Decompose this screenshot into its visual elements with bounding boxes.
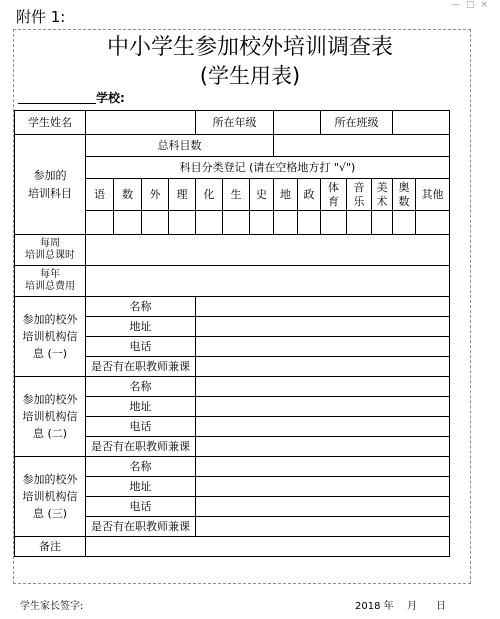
subject-cell: 数 bbox=[114, 179, 142, 211]
institution-name-field[interactable] bbox=[196, 297, 450, 317]
institution-teacher-label: 是否有在职教师兼课 bbox=[86, 517, 196, 537]
remarks-label: 备注 bbox=[15, 537, 86, 557]
institution-phone-label: 电话 bbox=[86, 337, 196, 357]
school-name-blank[interactable] bbox=[18, 91, 96, 104]
subject-cell: 体 育 bbox=[321, 179, 347, 211]
weekly-hours-label: 每周 培训总课时 bbox=[15, 235, 86, 266]
institution-address-field[interactable] bbox=[196, 317, 450, 337]
restore-icon[interactable]: □ bbox=[465, 0, 481, 10]
form-title: 中小学生参加校外培训调查表 bbox=[106, 35, 393, 60]
institution-2-label bbox=[15, 377, 86, 457]
subject-check-cell[interactable] bbox=[274, 211, 298, 235]
subject-check-cell[interactable] bbox=[223, 211, 250, 235]
subject-check-cell[interactable] bbox=[372, 211, 393, 235]
subject-check-cell[interactable] bbox=[86, 211, 114, 235]
institution-1-label bbox=[15, 297, 86, 377]
institution-name-field[interactable] bbox=[196, 377, 450, 397]
institution-teacher-field[interactable] bbox=[196, 357, 450, 377]
window-corner-icons bbox=[451, 0, 494, 10]
subject-cell: 其他 bbox=[416, 179, 450, 211]
subject-check-cell[interactable] bbox=[169, 211, 196, 235]
subject-cell: 史 bbox=[250, 179, 274, 211]
subject-check-cell[interactable] bbox=[196, 211, 223, 235]
footer-year: 2018 年 bbox=[355, 601, 394, 612]
institution-address-field[interactable] bbox=[196, 397, 450, 417]
survey-table bbox=[14, 110, 450, 557]
subject-check-cell[interactable] bbox=[142, 211, 169, 235]
subject-cell: 音 乐 bbox=[347, 179, 372, 211]
subject-check-cell[interactable] bbox=[393, 211, 416, 235]
footer-day: 日 bbox=[436, 601, 446, 612]
institution-name-field[interactable] bbox=[196, 457, 450, 477]
institution-teacher-field[interactable] bbox=[196, 517, 450, 537]
institution-phone-field[interactable] bbox=[196, 337, 450, 357]
subject-cell: 外 bbox=[142, 179, 169, 211]
subject-check-cell[interactable] bbox=[347, 211, 372, 235]
institution-phone-field[interactable] bbox=[196, 417, 450, 437]
subject-cell: 奥 数 bbox=[393, 179, 416, 211]
close-icon[interactable]: × bbox=[480, 0, 494, 10]
institution-address-label: 地址 bbox=[86, 397, 196, 417]
total-subjects-field[interactable] bbox=[274, 135, 450, 157]
institution-name-label: 名称 bbox=[86, 297, 196, 317]
subject-cell: 化 bbox=[196, 179, 223, 211]
institution-address-label: 地址 bbox=[86, 317, 196, 337]
footer-month: 月 bbox=[407, 601, 417, 612]
grade-label: 所在年级 bbox=[196, 111, 274, 135]
institution-3-text: 参加的校外 培训机构信 息 (三) bbox=[22, 472, 78, 521]
student-name-field[interactable] bbox=[86, 111, 196, 135]
institution-address-field[interactable] bbox=[196, 477, 450, 497]
yearly-fees-label: 每年 培训总费用 bbox=[15, 266, 86, 297]
institution-phone-field[interactable] bbox=[196, 497, 450, 517]
subject-check-cell[interactable] bbox=[114, 211, 142, 235]
minimize-icon[interactable]: — bbox=[450, 0, 466, 10]
training-subjects-label bbox=[15, 135, 86, 235]
subject-check-cell[interactable] bbox=[416, 211, 450, 235]
institution-name-label: 名称 bbox=[86, 457, 196, 477]
subject-cell: 语 bbox=[86, 179, 114, 211]
grade-field[interactable] bbox=[274, 111, 321, 135]
institution-1-text: 参加的校外 培训机构信 息 (一) bbox=[22, 312, 78, 361]
institution-3-label bbox=[15, 457, 86, 537]
weekly-hours-field[interactable] bbox=[86, 235, 450, 266]
institution-teacher-field[interactable] bbox=[196, 437, 450, 457]
remarks-field[interactable] bbox=[86, 537, 450, 557]
institution-teacher-label: 是否有在职教师兼课 bbox=[86, 357, 196, 377]
subject-check-cell[interactable] bbox=[298, 211, 321, 235]
total-subjects-label: 总科目数 bbox=[86, 135, 274, 157]
subject-check-cell[interactable] bbox=[250, 211, 274, 235]
institution-teacher-label: 是否有在职教师兼课 bbox=[86, 437, 196, 457]
yearly-fees-field[interactable] bbox=[86, 266, 450, 297]
training-subjects-text: 参加的 培训科目 bbox=[28, 169, 72, 200]
subject-cell: 政 bbox=[298, 179, 321, 211]
class-field[interactable] bbox=[393, 111, 450, 135]
subject-category-note: 科目分类登记 (请在空格地方打 "√") bbox=[86, 157, 450, 179]
institution-phone-label: 电话 bbox=[86, 417, 196, 437]
subject-cell: 地 bbox=[274, 179, 298, 211]
subject-cell: 理 bbox=[169, 179, 196, 211]
attachment-label: 附件 1: bbox=[16, 8, 66, 26]
subject-cell: 生 bbox=[223, 179, 250, 211]
student-name-label: 学生姓名 bbox=[15, 111, 86, 135]
institution-name-label: 名称 bbox=[86, 377, 196, 397]
parent-signature-label: 学生家长签字: bbox=[20, 601, 84, 612]
form-subtitle: (学生用表) bbox=[199, 64, 301, 88]
institution-address-label: 地址 bbox=[86, 477, 196, 497]
institution-phone-label: 电话 bbox=[86, 497, 196, 517]
subject-check-cell[interactable] bbox=[321, 211, 347, 235]
institution-2-text: 参加的校外 培训机构信 息 (二) bbox=[22, 392, 78, 441]
subject-cell: 美 术 bbox=[372, 179, 393, 211]
class-label: 所在班级 bbox=[321, 111, 393, 135]
school-label: 学校: bbox=[96, 91, 125, 105]
